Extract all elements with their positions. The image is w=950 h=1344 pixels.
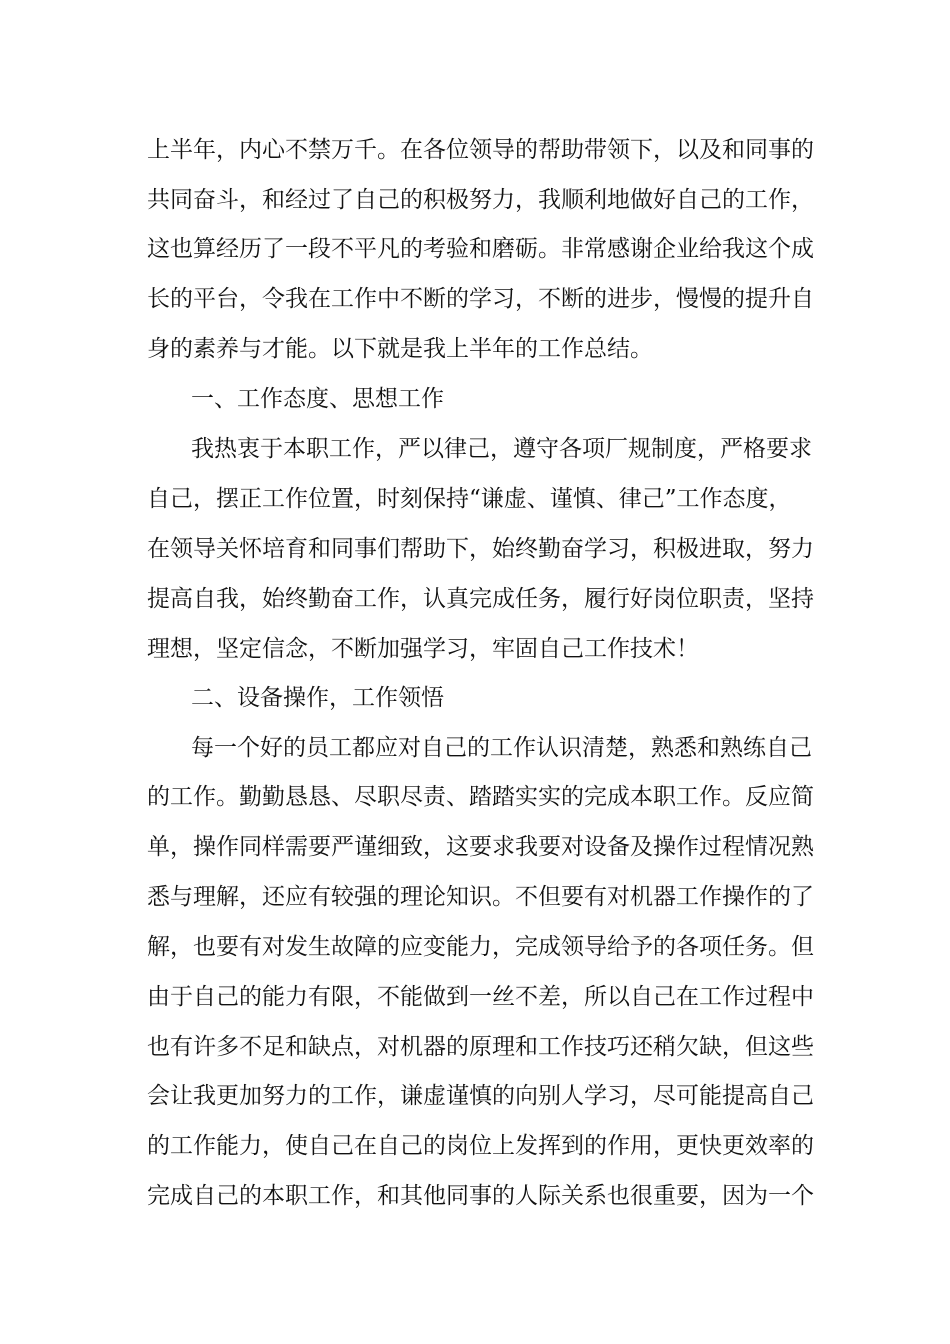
paragraph-line: 自己，摆正工作位置，时刻保持“谦虚、谨慎、律己”工作态度，: [147, 486, 792, 512]
paragraph-line: 单，操作同样需要严谨细致，这要求我要对设备及操作过程情况熟: [147, 834, 814, 860]
paragraph-line: 悉与理解，还应有较强的理论知识。不但要有对机器工作操作的了: [147, 884, 814, 910]
paragraph-line: 理想，坚定信念，不断加强学习，牢固自己工作技术！: [147, 636, 699, 662]
paragraph-line: 在领导关怀培育和同事们帮助下，始终勤奋学习，积极进取，努力: [147, 536, 814, 562]
section-heading: 一、工作态度、思想工作: [191, 386, 444, 412]
paragraph-line: 每一个好的员工都应对自己的工作认识清楚，熟悉和熟练自己: [191, 735, 812, 761]
paragraph-line: 由于自己的能力有限，不能做到一丝不差，所以自己在工作过程中: [147, 984, 814, 1010]
paragraph-line: 身的素养与才能。以下就是我上半年的工作总结。: [147, 336, 653, 362]
paragraph-line: 我热衷于本职工作，严以律己，遵守各项厂规制度，严格要求: [191, 436, 812, 462]
paragraph-line: 长的平台，令我在工作中不断的学习，不断的进步，慢慢的提升自: [147, 286, 814, 312]
paragraph-line: 的工作能力，使自己在自己的岗位上发挥到的作用，更快更效率的: [147, 1133, 814, 1159]
section-heading: 二、设备操作，工作领悟: [191, 685, 444, 711]
paragraph-line: 提高自我，始终勤奋工作，认真完成任务，履行好岗位职责，坚持: [147, 586, 814, 612]
paragraph-line: 的工作。勤勤恳恳、尽职尽责、踏踏实实的完成本职工作。反应简: [147, 784, 814, 810]
paragraph-line: 这也算经历了一段不平凡的考验和磨砺。非常感谢企业给我这个成: [147, 236, 814, 262]
paragraph-line: 上半年，内心不禁万千。在各位领导的帮助带领下，以及和同事的: [147, 137, 814, 163]
paragraph-line: 完成自己的本职工作，和其他同事的人际关系也很重要，因为一个: [147, 1183, 814, 1209]
paragraph-line: 共同奋斗，和经过了自己的积极努力，我顺利地做好自己的工作，: [147, 187, 814, 213]
paragraph-line: 会让我更加努力的工作，谦虚谨慎的向别人学习，尽可能提高自己: [147, 1083, 814, 1109]
paragraph-line: 解，也要有对发生故障的应变能力，完成领导给予的各项任务。但: [147, 934, 814, 960]
paragraph-line: 也有许多不足和缺点，对机器的原理和工作技巧还稍欠缺，但这些: [147, 1034, 814, 1060]
